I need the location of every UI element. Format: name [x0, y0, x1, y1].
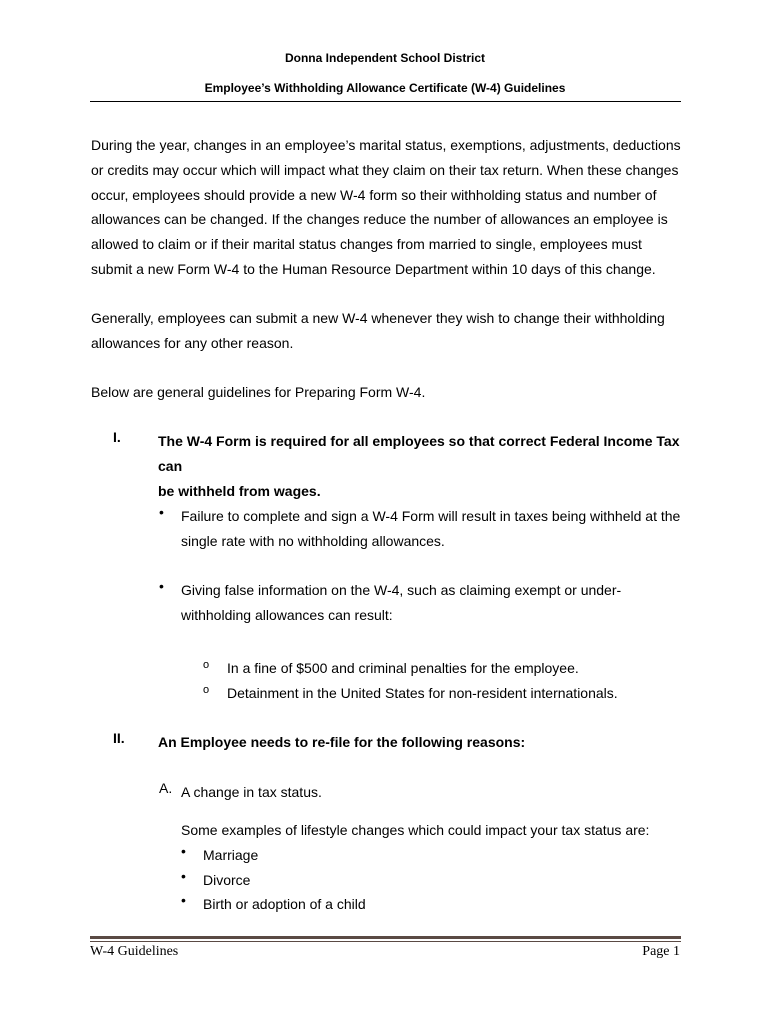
section-number: II. [113, 730, 125, 746]
sub-bullet-text: In a fine of $500 and criminal penalties for the employee. [227, 660, 579, 676]
bullet-icon: • [181, 843, 186, 859]
intro-line: During the year, changes in an employee’s marital status, exemptions, adjustments, deductions [91, 137, 681, 153]
intro-paragraph-1 [91, 133, 683, 282]
intro-line: submit a new Form W-4 to the Human Resource Department within 10 days of this change. [91, 260, 656, 277]
examples-intro: Some examples of lifestyle changes which could impact your tax status are: [181, 822, 650, 838]
footer-divider [90, 936, 681, 939]
heading-line: be withheld from wages. [158, 482, 321, 499]
example-text: Birth or adoption of a child [203, 896, 366, 912]
footer-document-name: W-4 Guidelines [90, 944, 179, 959]
intro-paragraph-2 [91, 306, 683, 356]
circle-bullet-icon: o [203, 659, 210, 671]
bullet-icon: • [181, 868, 186, 884]
bullet-icon: • [181, 892, 186, 908]
district-name: Donna Independent School District [284, 51, 485, 65]
section-heading-text: An Employee needs to re-file for the following reasons: [158, 734, 526, 750]
sub-bullet-text: Detainment in the United States for non-resident internationals. [227, 685, 618, 701]
intro-line: occur, employees should provide a new W-4 form so their withholding status and number of [91, 186, 657, 203]
document-title: Employee’s Withholding Allowance Certificate (W-4) Guidelines [204, 81, 566, 95]
intro-paragraph-3: Below are general guidelines for Preparing Form W-4. [91, 384, 426, 400]
section-heading-text [158, 429, 683, 503]
circle-bullet-icon: o [203, 684, 210, 696]
bullet-icon: • [159, 504, 164, 520]
example-text: Marriage [203, 847, 259, 863]
example-text: Divorce [203, 872, 251, 888]
heading-line: The W-4 Form is required for all employees so that correct Federal Income Tax can [158, 433, 680, 474]
item-letter: A. [159, 780, 173, 796]
intro-line: or credits may occur which will impact what they claim on their tax return. When these changes [91, 161, 679, 178]
intro-line: allowances can be changed. If the changes reduce the number of allowances an employee is [91, 211, 668, 228]
bullet-line: Failure to complete and sign a W-4 Form will result in taxes being withheld at the [181, 508, 681, 524]
footer-page-number: Page 1 [642, 944, 680, 959]
intro-line: allowed to claim or if their marital status changes from married to single, employees must [91, 236, 642, 253]
intro-line: Generally, employees can submit a new W-4 whenever they wish to change their withholding [91, 310, 665, 326]
bullet-line: withholding allowances can result: [181, 606, 393, 623]
item-text: A change in tax status. [181, 784, 322, 800]
bullet-line: single rate with no withholding allowances. [181, 532, 445, 549]
footer-divider [90, 941, 681, 942]
header-divider [90, 101, 681, 102]
bullet-line: Giving false information on the W-4, such as claiming exempt or under- [181, 582, 622, 598]
bullet-icon: • [159, 578, 164, 594]
intro-line: allowances for any other reason. [91, 334, 294, 351]
section-number: I. [113, 429, 121, 445]
